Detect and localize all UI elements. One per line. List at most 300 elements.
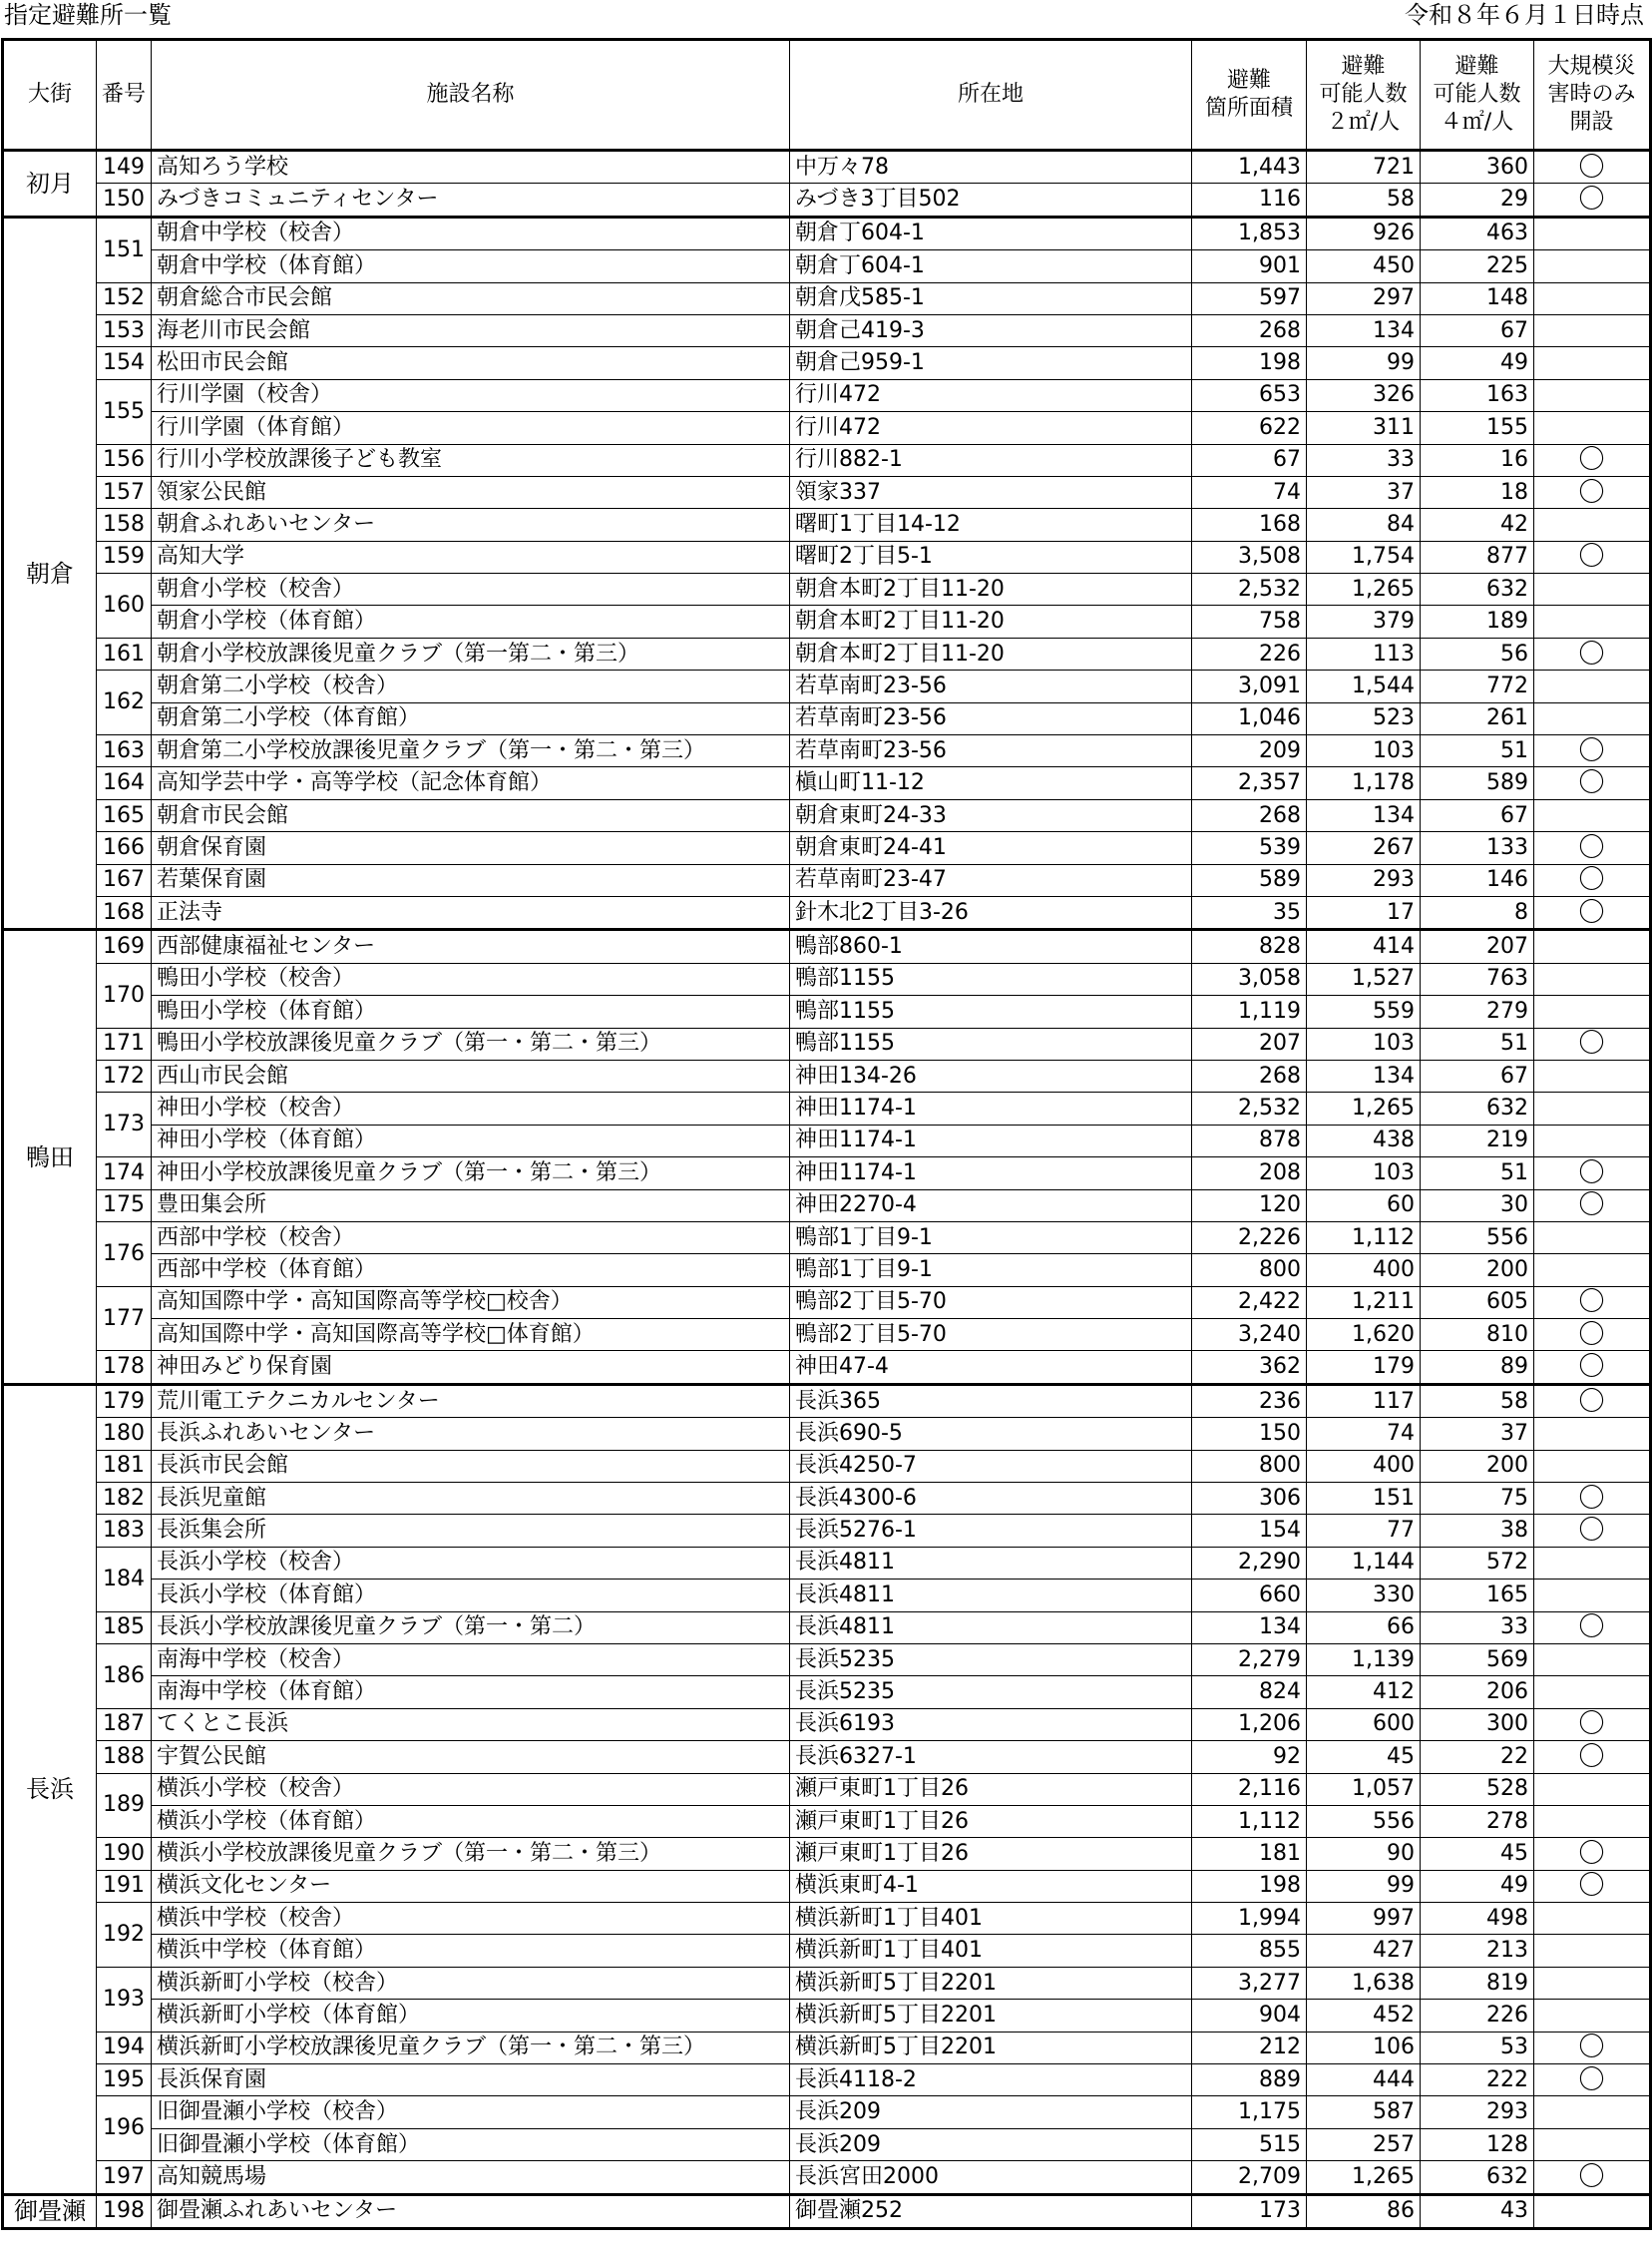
facility-name-cell: 朝倉小学校放課後児童クラブ（第一第二・第三） [152,638,790,670]
disaster-only-cell: 〇 [1534,1708,1651,1740]
facility-name-cell: 朝倉小学校（体育館） [152,606,790,638]
address-cell: 横浜新町1丁目401 [790,1935,1192,1967]
capacity-2-cell: 427 [1307,1935,1421,1967]
table-row [3,2032,1651,2063]
number-cell: 181 [97,1450,152,1482]
table-row [3,2064,1651,2096]
disaster-only-cell [1534,1676,1651,1708]
number-cell: 193 [97,1967,152,2032]
disaster-only-cell [1534,250,1651,282]
facility-name-cell: 西部中学校（体育館） [152,1254,790,1286]
capacity-2-cell: 17 [1307,896,1421,929]
address-cell: 長浜365 [790,1384,1192,1417]
capacity-4-cell: 148 [1421,282,1534,314]
table-row [3,896,1651,929]
disaster-only-cell [1534,671,1651,702]
facility-name-cell: 西部中学校（校舎） [152,1221,790,1253]
capacity-2-cell: 452 [1307,2000,1421,2032]
facility-name-cell: 横浜新町小学校（校舎） [152,1967,790,1999]
disaster-only-cell [1534,1805,1651,1837]
address-cell: 長浜6327-1 [790,1741,1192,1773]
disaster-only-cell: 〇 [1534,444,1651,476]
table-row [3,1676,1651,1708]
capacity-4-cell: 49 [1421,1870,1534,1902]
col-number [97,40,152,151]
capacity-4-cell: 8 [1421,896,1534,929]
col-capacity-2 [1307,40,1421,151]
table-row [3,1286,1651,1318]
area-cell: 2,532 [1192,574,1307,606]
capacity-4-cell: 605 [1421,1286,1534,1318]
capacity-4-cell: 589 [1421,767,1534,799]
address-cell: 曙町1丁目14-12 [790,509,1192,541]
disaster-only-cell [1534,606,1651,638]
address-cell: 鴨部2丁目5-70 [790,1319,1192,1351]
facility-name-cell: 高知国際中学・高知国際高等学校□体育館） [152,1319,790,1351]
facility-name-cell: 正法寺 [152,896,790,929]
area-cell: 2,709 [1192,2161,1307,2194]
address-cell: 神田1174-1 [790,1125,1192,1156]
table-row [3,1611,1651,1643]
disaster-only-cell: 〇 [1534,2032,1651,2063]
facility-name-cell: 旧御畳瀬小学校（体育館） [152,2128,790,2160]
disaster-only-cell [1534,963,1651,995]
capacity-2-cell: 400 [1307,1254,1421,1286]
capacity-2-cell: 1,544 [1307,671,1421,702]
table-row [3,606,1651,638]
facility-name-cell: 長浜小学校（校舎） [152,1547,790,1579]
capacity-2-cell: 58 [1307,184,1421,217]
area-cell: 2,290 [1192,1547,1307,1579]
capacity-4-cell: 49 [1421,347,1534,379]
capacity-4-cell: 37 [1421,1418,1534,1450]
capacity-4-cell: 29 [1421,184,1534,217]
disaster-only-cell [1534,1547,1651,1579]
disaster-only-cell [1534,702,1651,734]
area-cell: 653 [1192,379,1307,411]
capacity-2-cell: 134 [1307,1060,1421,1092]
disaster-only-cell: 〇 [1534,1483,1651,1515]
col-area-line2: 箇所面積 [1204,96,1293,121]
disaster-only-cell: 〇 [1534,1189,1651,1221]
table-row [3,1935,1651,1967]
area-cell: 889 [1192,2064,1307,2096]
table-row [3,1157,1651,1189]
disaster-only-cell: 〇 [1534,151,1651,184]
number-cell: 171 [97,1028,152,1060]
facility-name-cell: 朝倉保育園 [152,832,790,864]
facility-name-cell: 鴨田小学校放課後児童クラブ（第一・第二・第三） [152,1028,790,1060]
facility-name-cell: 高知競馬場 [152,2161,790,2194]
disaster-only-cell [1534,2194,1651,2228]
col-capacity-4-line1: 避難 [1454,54,1499,79]
facility-name-cell: 鴨田小学校（体育館） [152,996,790,1028]
area-cell: 207 [1192,1028,1307,1060]
capacity-4-cell: 43 [1421,2194,1534,2228]
capacity-4-cell: 572 [1421,1547,1534,1579]
capacity-2-cell: 400 [1307,1450,1421,1482]
facility-name-cell: 長浜小学校放課後児童クラブ（第一・第二） [152,1611,790,1643]
facility-name-cell: 高知大学 [152,541,790,573]
facility-name-cell: 神田小学校（校舎） [152,1093,790,1125]
table-row [3,1254,1651,1286]
disaster-only-cell: 〇 [1534,1741,1651,1773]
address-cell: 朝倉丁604-1 [790,250,1192,282]
table-row [3,1580,1651,1611]
table-row [3,671,1651,702]
address-cell: 長浜5276-1 [790,1515,1192,1547]
table-row [3,574,1651,606]
address-cell: 鴨部1155 [790,1028,1192,1060]
address-cell: 行川882-1 [790,444,1192,476]
disaster-only-cell [1534,996,1651,1028]
area-cell: 154 [1192,1515,1307,1547]
address-cell: 横浜新町5丁目2201 [790,1967,1192,1999]
capacity-2-cell: 103 [1307,735,1421,767]
facility-name-cell: 長浜集会所 [152,1515,790,1547]
disaster-only-cell [1534,1580,1651,1611]
address-cell: 若草南町23-56 [790,671,1192,702]
capacity-4-cell: 498 [1421,1903,1534,1935]
address-cell: 鴨部1155 [790,996,1192,1028]
disaster-only-cell [1534,2128,1651,2160]
col-facility-label: 施設名称 [426,82,515,107]
disaster-only-cell [1534,930,1651,963]
table-row [3,314,1651,346]
area-cell: 150 [1192,1418,1307,1450]
disaster-only-cell: 〇 [1534,864,1651,896]
disaster-only-cell [1534,1093,1651,1125]
facility-name-cell: 南海中学校（体育館） [152,1676,790,1708]
area-cell: 2,279 [1192,1643,1307,1675]
number-cell: 184 [97,1547,152,1611]
disaster-only-cell [1534,1418,1651,1450]
capacity-4-cell: 763 [1421,963,1534,995]
capacity-4-cell: 163 [1421,379,1534,411]
address-cell: 朝倉戊585-1 [790,282,1192,314]
capacity-4-cell: 56 [1421,638,1534,670]
table-row [3,1028,1651,1060]
col-area-line1: 避難 [1226,68,1271,93]
address-cell: 朝倉丁604-1 [790,217,1192,249]
capacity-4-cell: 360 [1421,151,1534,184]
area-cell: 116 [1192,184,1307,217]
table-row [3,1547,1651,1579]
table-row [3,1384,1651,1417]
table-row [3,2128,1651,2160]
table-row [3,1903,1651,1935]
facility-name-cell: 横浜中学校（校舎） [152,1903,790,1935]
capacity-4-cell: 279 [1421,996,1534,1028]
area-cell: 226 [1192,638,1307,670]
address-cell: 長浜5235 [790,1676,1192,1708]
capacity-4-cell: 165 [1421,1580,1534,1611]
number-cell: 191 [97,1870,152,1902]
capacity-2-cell: 179 [1307,1351,1421,1384]
capacity-4-cell: 225 [1421,250,1534,282]
col-capacity-4-line3: ４㎡/人 [1440,110,1514,135]
capacity-4-cell: 261 [1421,702,1534,734]
disaster-only-cell: 〇 [1534,2064,1651,2096]
table-row [3,799,1651,831]
area-cell: 3,277 [1192,1967,1307,1999]
disaster-only-cell [1534,379,1651,411]
address-cell: 鴨部2丁目5-70 [790,1286,1192,1318]
address-cell: 長浜6193 [790,1708,1192,1740]
capacity-2-cell: 412 [1307,1676,1421,1708]
table-row [3,444,1651,476]
facility-name-cell: 西山市民会館 [152,1060,790,1092]
area-cell: 3,508 [1192,541,1307,573]
col-capacity-4 [1421,40,1534,151]
capacity-2-cell: 1,112 [1307,1221,1421,1253]
disaster-only-cell: 〇 [1534,1611,1651,1643]
table-row [3,184,1651,217]
capacity-2-cell: 99 [1307,1870,1421,1902]
table-row [3,1805,1651,1837]
capacity-4-cell: 213 [1421,1935,1534,1967]
capacity-2-cell: 134 [1307,314,1421,346]
number-cell: 156 [97,444,152,476]
disaster-only-cell: 〇 [1534,638,1651,670]
area-cell: 901 [1192,250,1307,282]
facility-name-cell: 長浜小学校（体育館） [152,1580,790,1611]
capacity-2-cell: 103 [1307,1157,1421,1189]
area-cell: 120 [1192,1189,1307,1221]
area-cell: 268 [1192,799,1307,831]
address-cell: みづき3丁目502 [790,184,1192,217]
facility-name-cell: 宇賀公民館 [152,1741,790,1773]
header-row [3,40,1651,151]
number-cell: 153 [97,314,152,346]
capacity-2-cell: 90 [1307,1838,1421,1870]
disaster-only-cell [1534,1221,1651,1253]
number-cell: 187 [97,1708,152,1740]
disaster-only-cell [1534,412,1651,444]
capacity-2-cell: 1,178 [1307,767,1421,799]
area-cell: 2,422 [1192,1286,1307,1318]
capacity-2-cell: 1,265 [1307,1093,1421,1125]
facility-name-cell: てくとこ長浜 [152,1708,790,1740]
number-cell: 189 [97,1773,152,1838]
disaster-only-cell: 〇 [1534,767,1651,799]
address-cell: 神田134-26 [790,1060,1192,1092]
area-cell: 35 [1192,896,1307,929]
capacity-4-cell: 22 [1421,1741,1534,1773]
capacity-2-cell: 45 [1307,1741,1421,1773]
area-cell: 622 [1192,412,1307,444]
area-cell: 74 [1192,476,1307,508]
capacity-4-cell: 463 [1421,217,1534,249]
number-cell: 151 [97,217,152,282]
number-cell: 185 [97,1611,152,1643]
number-cell: 186 [97,1643,152,1708]
capacity-4-cell: 200 [1421,1450,1534,1482]
capacity-4-cell: 819 [1421,1967,1534,1999]
district-cell: 長浜 [3,1384,97,2194]
table-row [3,767,1651,799]
disaster-only-cell [1534,1643,1651,1675]
table-row [3,1838,1651,1870]
table-row [3,1967,1651,1999]
number-cell: 160 [97,574,152,639]
capacity-4-cell: 528 [1421,1773,1534,1805]
capacity-4-cell: 33 [1421,1611,1534,1643]
capacity-4-cell: 877 [1421,541,1534,573]
address-cell: 長浜4811 [790,1547,1192,1579]
capacity-2-cell: 60 [1307,1189,1421,1221]
address-cell: 長浜209 [790,2128,1192,2160]
area-cell: 2,357 [1192,767,1307,799]
address-cell: 若草南町23-56 [790,735,1192,767]
area-cell: 168 [1192,509,1307,541]
facility-name-cell: 旧御畳瀬小学校（校舎） [152,2096,790,2128]
as-of-date: 令和８年６月１日時点 [1405,1,1644,29]
address-cell: 行川472 [790,379,1192,411]
capacity-4-cell: 51 [1421,1028,1534,1060]
area-cell: 2,116 [1192,1773,1307,1805]
number-cell: 188 [97,1741,152,1773]
capacity-4-cell: 569 [1421,1643,1534,1675]
number-cell: 174 [97,1157,152,1189]
capacity-2-cell: 1,620 [1307,1319,1421,1351]
capacity-2-cell: 33 [1307,444,1421,476]
disaster-only-cell: 〇 [1534,2161,1651,2194]
address-cell: 針木北2丁目3-26 [790,896,1192,929]
facility-name-cell: 朝倉第二小学校（体育館） [152,702,790,734]
facility-name-cell: 横浜文化センター [152,1870,790,1902]
capacity-2-cell: 37 [1307,476,1421,508]
table-row [3,1515,1651,1547]
number-cell: 162 [97,671,152,735]
table-row [3,1221,1651,1253]
table-row [3,1643,1651,1675]
disaster-only-cell [1534,1125,1651,1156]
capacity-2-cell: 1,139 [1307,1643,1421,1675]
facility-name-cell: 横浜新町小学校放課後児童クラブ（第一・第二・第三） [152,2032,790,2063]
capacity-2-cell: 1,211 [1307,1286,1421,1318]
capacity-2-cell: 1,265 [1307,574,1421,606]
address-cell: 長浜4250-7 [790,1450,1192,1482]
address-cell: 横浜新町5丁目2201 [790,2000,1192,2032]
facility-name-cell: 豊田集会所 [152,1189,790,1221]
table-row [3,1741,1651,1773]
capacity-2-cell: 311 [1307,412,1421,444]
number-cell: 177 [97,1286,152,1351]
number-cell: 163 [97,735,152,767]
area-cell: 878 [1192,1125,1307,1156]
facility-name-cell: 行川小学校放課後子ども教室 [152,444,790,476]
col-disaster-only-line3: 開設 [1569,110,1614,135]
disaster-only-cell [1534,1773,1651,1805]
number-cell: 165 [97,799,152,831]
facility-name-cell: 神田みどり保育園 [152,1351,790,1384]
address-cell: 長浜4118-2 [790,2064,1192,2096]
disaster-only-cell: 〇 [1534,541,1651,573]
facility-name-cell: 横浜小学校（体育館） [152,1805,790,1837]
col-address [790,40,1192,151]
table-row [3,282,1651,314]
capacity-2-cell: 74 [1307,1418,1421,1450]
table-row [3,1708,1651,1740]
number-cell: 168 [97,896,152,929]
capacity-4-cell: 18 [1421,476,1534,508]
table-row [3,702,1651,734]
col-address-label: 所在地 [957,82,1024,107]
address-cell: 長浜4300-6 [790,1483,1192,1515]
disaster-only-cell: 〇 [1534,896,1651,929]
facility-name-cell: 御畳瀬ふれあいセンター [152,2194,790,2228]
area-cell: 268 [1192,1060,1307,1092]
col-capacity-2-line2: 可能人数 [1319,82,1408,107]
district-cell: 初月 [3,151,97,218]
area-cell: 1,994 [1192,1903,1307,1935]
disaster-only-cell [1534,314,1651,346]
facility-name-cell: 長浜保育園 [152,2064,790,2096]
address-cell: 鴨部1丁目9-1 [790,1254,1192,1286]
capacity-4-cell: 293 [1421,2096,1534,2128]
number-cell: 164 [97,767,152,799]
capacity-2-cell: 721 [1307,151,1421,184]
capacity-2-cell: 1,144 [1307,1547,1421,1579]
address-cell: 朝倉東町24-33 [790,799,1192,831]
table-row [3,735,1651,767]
area-cell: 181 [1192,1838,1307,1870]
facility-name-cell: 神田小学校（体育館） [152,1125,790,1156]
address-cell: 鴨部1丁目9-1 [790,1221,1192,1253]
number-cell: 192 [97,1903,152,1968]
capacity-2-cell: 556 [1307,1805,1421,1837]
area-cell: 828 [1192,930,1307,963]
address-cell: 若草南町23-56 [790,702,1192,734]
address-cell: 瀬戸東町1丁目26 [790,1838,1192,1870]
facility-name-cell: 海老川市民会館 [152,314,790,346]
table-row [3,1093,1651,1125]
capacity-4-cell: 53 [1421,2032,1534,2063]
table-row [3,1483,1651,1515]
table-row [3,638,1651,670]
capacity-2-cell: 106 [1307,2032,1421,2063]
address-cell: 神田47-4 [790,1351,1192,1384]
capacity-4-cell: 51 [1421,1157,1534,1189]
district-cell: 御畳瀬 [3,2194,97,2228]
address-cell: 中万々78 [790,151,1192,184]
capacity-4-cell: 155 [1421,412,1534,444]
table-body [3,151,1651,2229]
facility-name-cell: 神田小学校放課後児童クラブ（第一・第二・第三） [152,1157,790,1189]
table-row [3,2194,1651,2228]
capacity-2-cell: 84 [1307,509,1421,541]
capacity-2-cell: 117 [1307,1384,1421,1417]
facility-name-cell: 横浜小学校放課後児童クラブ（第一・第二・第三） [152,1838,790,1870]
capacity-2-cell: 444 [1307,2064,1421,2096]
address-cell: 若草南町23-47 [790,864,1192,896]
disaster-only-cell [1534,1060,1651,1092]
capacity-4-cell: 300 [1421,1708,1534,1740]
area-cell: 824 [1192,1676,1307,1708]
number-cell: 195 [97,2064,152,2096]
capacity-4-cell: 632 [1421,2161,1534,2194]
area-cell: 92 [1192,1741,1307,1773]
capacity-4-cell: 45 [1421,1838,1534,1870]
number-cell: 183 [97,1515,152,1547]
number-cell: 157 [97,476,152,508]
facility-name-cell: 朝倉第二小学校（校舎） [152,671,790,702]
facility-name-cell: 朝倉中学校（体育館） [152,250,790,282]
capacity-2-cell: 997 [1307,1903,1421,1935]
table-row [3,2000,1651,2032]
area-cell: 208 [1192,1157,1307,1189]
